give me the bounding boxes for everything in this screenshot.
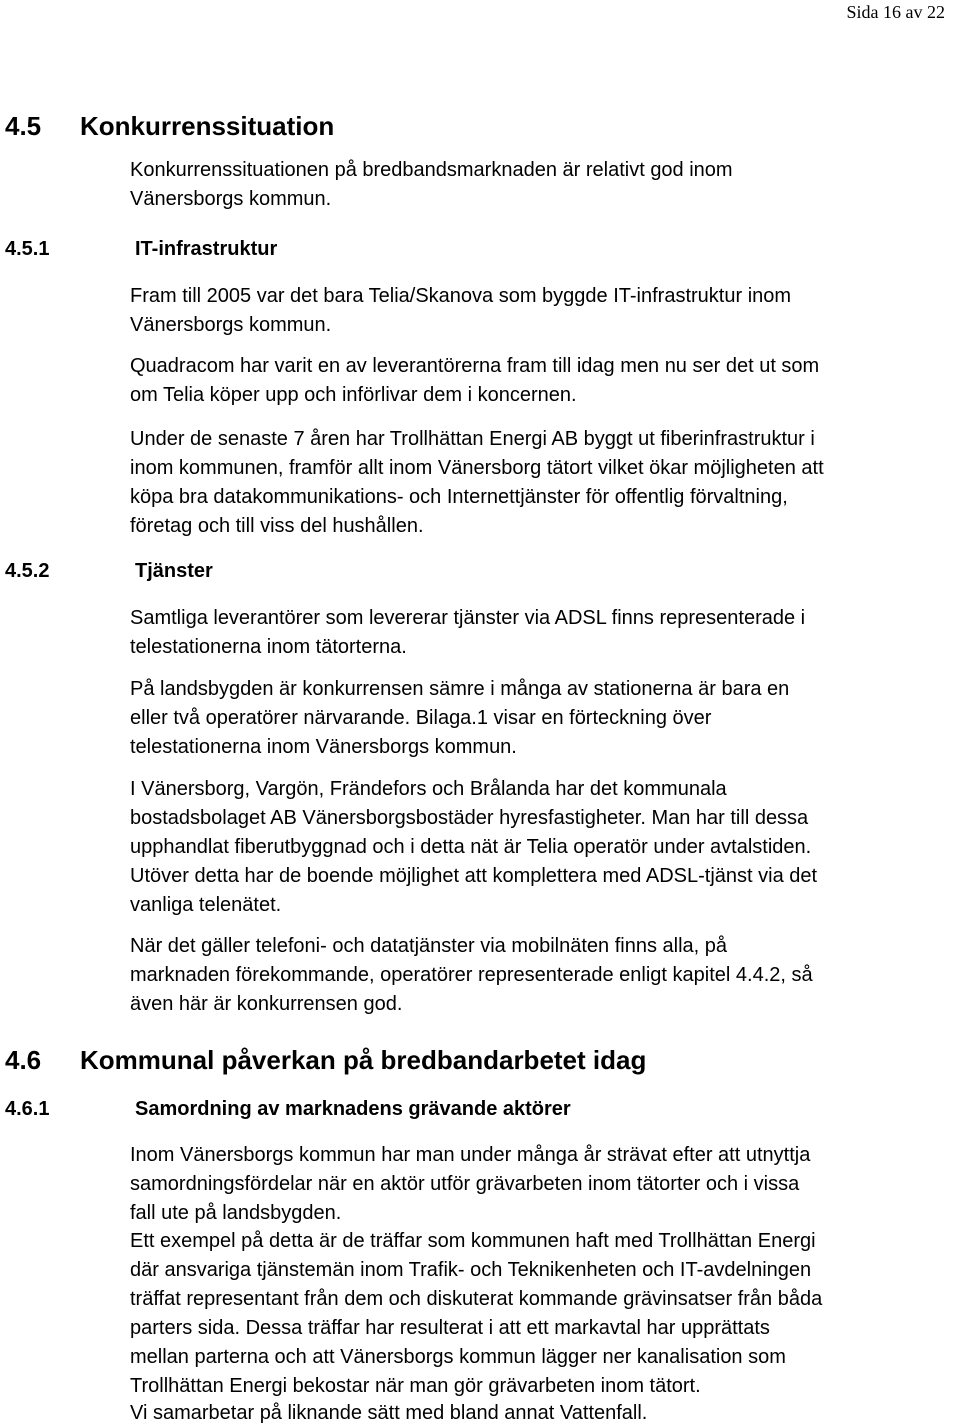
paragraph-services-4: När det gäller telefoni- och datatjänster via mobilnäten finns alla, på marknaden förekommande, operatörer representerade enligt kapitel 4.4.2, så även här är konkurrensen god. (130, 935, 813, 1015)
paragraph-it-infrastructure-1: Fram till 2005 var det bara Telia/Skanova som byggde IT-infrastruktur inom Vänersborgs kommun. (130, 285, 792, 336)
paragraph-services-2: På landsbygden är konkurrensen sämre i många av stationerna är bara en eller två operatörer närvarande. Bilaga.1 visar en förteckning över telestationerna inom Vänersborgs kommun. (130, 678, 790, 758)
subsection-number: 4.5.1 (5, 238, 50, 260)
subsection-title: Samordning av marknadens grävande aktörer (135, 1098, 571, 1120)
paragraph-it-infrastructure-2: Quadracom har varit en av leverantörerna fram till idag men nu ser det ut som om Telia köper upp och införlivar dem i koncernen. (130, 355, 820, 406)
paragraph-services-1: Samtliga leverantörer som levererar tjänster via ADSL finns representerade i telestationerna inom tätorterna. (130, 607, 806, 658)
page-number: Sida 16 av 22 (846, 2, 945, 22)
paragraph-coordination-1: Inom Vänersborgs kommun har man under många år strävat efter att utnyttja samordningsfördelar när en aktör utför grävarbeten inom tätorter och i vissa fall ute på landsbygden. (130, 1144, 811, 1224)
paragraph-coordination-2: Ett exempel på detta är de träffar som kommunen haft med Trollhättan Energi där ansvariga tjänstemän inom Trafik- och Teknikenheten och IT-avdelningen träffat representant från dem och diskuterat kommande grävinsatser från båda parters sida. Dessa träffar har resulterat i att ett markavtal har upprättats mellan parterna och att Vänersborgs kommun lägger ner kanalisation som Trollhättan Energi bekostar när man gör grävarbeten inom tätort. (130, 1230, 823, 1397)
paragraph-services-3: I Vänersborg, Vargön, Frändefors och Brålanda har det kommunala bostadsbolaget AB Vänersborgsbostäder hyresfastigheter. Man har till dessa upphandlat fiberutbyggnad och i detta nät är Telia operatör under avtalstiden. Utöver detta har de boende möjlighet att komplettera med ADSL-tjänst via det vanliga telenätet. (130, 778, 818, 916)
section-number: 4.6 (5, 1045, 42, 1075)
subsection-title: IT-infrastruktur (135, 238, 278, 260)
paragraph-coordination-3: Vi samarbetar på liknande sätt med bland annat Vattenfall. (130, 1402, 648, 1424)
section-title: Konkurrenssituation (80, 111, 335, 141)
paragraph-competition-intro: Konkurrenssituationen på bredbandsmarknaden är relativt god inom Vänersborgs kommun. (130, 159, 733, 210)
subsection-title: Tjänster (135, 560, 213, 582)
paragraph-it-infrastructure-3: Under de senaste 7 åren har Trollhättan Energi AB byggt ut fiberinfrastruktur i inom kommunen, framför allt inom Vänersborg tätort vilket ökar möjligheten att köpa bra datakommunikations- och Internettjänster för offentlig förvaltning, företag och till viss del hushållen. (130, 428, 824, 537)
section-title: Kommunal påverkan på bredbandarbetet idag (80, 1045, 647, 1075)
subsection-number: 4.5.2 (5, 560, 50, 582)
section-number: 4.5 (5, 111, 42, 141)
subsection-number: 4.6.1 (5, 1098, 50, 1120)
